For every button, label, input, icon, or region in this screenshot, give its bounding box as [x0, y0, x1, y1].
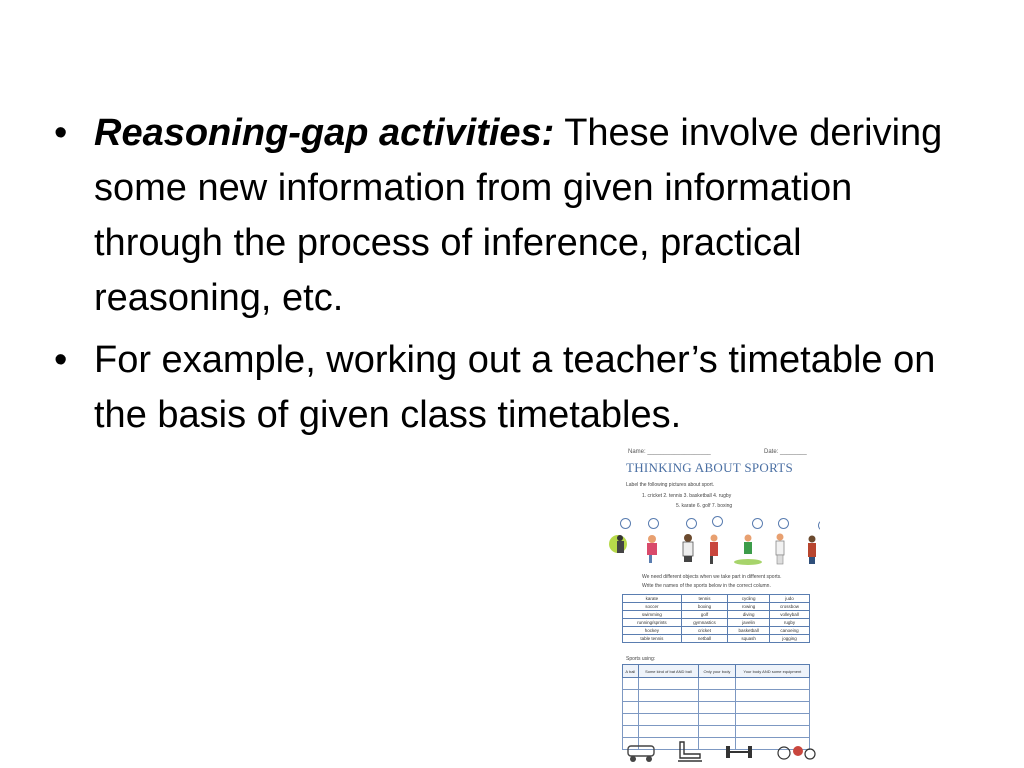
table-cell — [735, 702, 809, 714]
table-row — [623, 714, 810, 726]
grid-cell: running/sprints — [623, 619, 682, 627]
grid-cell: soccer — [623, 603, 682, 611]
table-cell — [638, 678, 699, 690]
bullet-text: For example, working out a teacher’s timetable on the basis of given class timetables. — [94, 339, 936, 436]
bullet-text: These involve deriving some new information from given information through the process of inference, practical reasoning, etc. — [94, 112, 943, 319]
worksheet-sport-list-1: 1. cricket 2. tennis 3. basketball 4. rugby — [642, 493, 732, 499]
grid-cell: jogging — [770, 635, 810, 643]
worksheet-title: THINKING ABOUT SPORTS — [626, 460, 794, 475]
grid-cell: cycling — [728, 595, 770, 603]
table-cell — [638, 690, 699, 702]
grid-cell: judo — [770, 595, 810, 603]
grid-cell: diving — [728, 611, 770, 619]
table-cell — [735, 714, 809, 726]
table-header-cell: Your body AND some equipment — [735, 665, 809, 678]
table-row — [623, 690, 810, 702]
table-cell — [638, 702, 699, 714]
grid-row — [623, 635, 810, 643]
bullet-list — [52, 106, 952, 450]
worksheet-instruction-3: Write the names of the sports below in the correct column. — [642, 583, 771, 589]
grid-row — [623, 603, 810, 611]
table-cell — [623, 690, 639, 702]
answer-circle — [620, 518, 631, 529]
grid-cell: rugby — [770, 619, 810, 627]
grid-cell: squash — [728, 635, 770, 643]
grid-cell: boxing — [681, 603, 727, 611]
bullet-lead: Reasoning-gap activities: — [94, 112, 555, 154]
grid-cell: golf — [681, 611, 727, 619]
grid-cell: rowing — [728, 603, 770, 611]
table-cell — [623, 714, 639, 726]
grid-cell: javelin — [728, 619, 770, 627]
worksheet-date-label: Date: ________ — [764, 449, 807, 455]
table-cell — [699, 714, 735, 726]
worksheet-instruction-label: Label the following pictures about sport. — [626, 482, 715, 488]
table-cell — [623, 726, 639, 738]
grid-cell: cricket — [681, 627, 727, 635]
worksheet-instruction-2: We need different objects when we take part in different sports. — [642, 574, 782, 580]
table-cell — [623, 678, 639, 690]
grid-cell: tennis — [681, 595, 727, 603]
table-row — [623, 726, 810, 738]
worksheet-sport-list-2: 5. karate 6. golf 7. boxing — [676, 503, 733, 509]
grid-cell: gymnastics — [681, 619, 727, 627]
grid-cell: volleyball — [770, 611, 810, 619]
sports-word-grid — [622, 594, 810, 643]
grid-cell: basketball — [728, 627, 770, 635]
grid-row — [623, 611, 810, 619]
answer-circle — [778, 518, 789, 529]
answer-circle — [686, 518, 697, 529]
bullet-item-reasoning-gap — [52, 106, 952, 326]
table-row — [623, 678, 810, 690]
table-header-cell: Some kind of bat AND ball — [638, 665, 699, 678]
table-cell — [699, 702, 735, 714]
worksheet-name-label: Name: ___________________ — [628, 449, 711, 455]
table-cell — [638, 726, 699, 738]
bullet-item-example — [52, 333, 952, 443]
grid-cell: karate — [623, 595, 682, 603]
worksheet-image — [602, 446, 820, 768]
table-cell — [735, 726, 809, 738]
bullet-symbol: • — [54, 112, 68, 154]
table-row — [623, 702, 810, 714]
table-cell — [735, 690, 809, 702]
table-cell — [699, 678, 735, 690]
answer-circle — [712, 516, 723, 527]
table-cell — [638, 714, 699, 726]
sport-figures-icon — [606, 530, 820, 566]
grid-cell: table tennis — [623, 635, 682, 643]
table-cell — [699, 690, 735, 702]
table-cell — [623, 702, 639, 714]
grid-row — [623, 619, 810, 627]
bullet-symbol: • — [54, 339, 68, 381]
grid-cell: crossbow — [770, 603, 810, 611]
grid-row — [623, 627, 810, 635]
grid-cell: hockey — [623, 627, 682, 635]
table-cell — [735, 678, 809, 690]
table-cell — [699, 726, 735, 738]
grid-cell: swimming — [623, 611, 682, 619]
grid-cell: netball — [681, 635, 727, 643]
answer-circle — [752, 518, 763, 529]
table-header-cell: Only your body — [699, 665, 735, 678]
answer-circle — [648, 518, 659, 529]
sports-using-label: Sports using: — [626, 656, 656, 662]
sports-equipment-icons — [622, 738, 820, 764]
table-header-cell: A ball — [623, 665, 639, 678]
grid-cell: canoeing — [770, 627, 810, 635]
grid-row — [623, 595, 810, 603]
